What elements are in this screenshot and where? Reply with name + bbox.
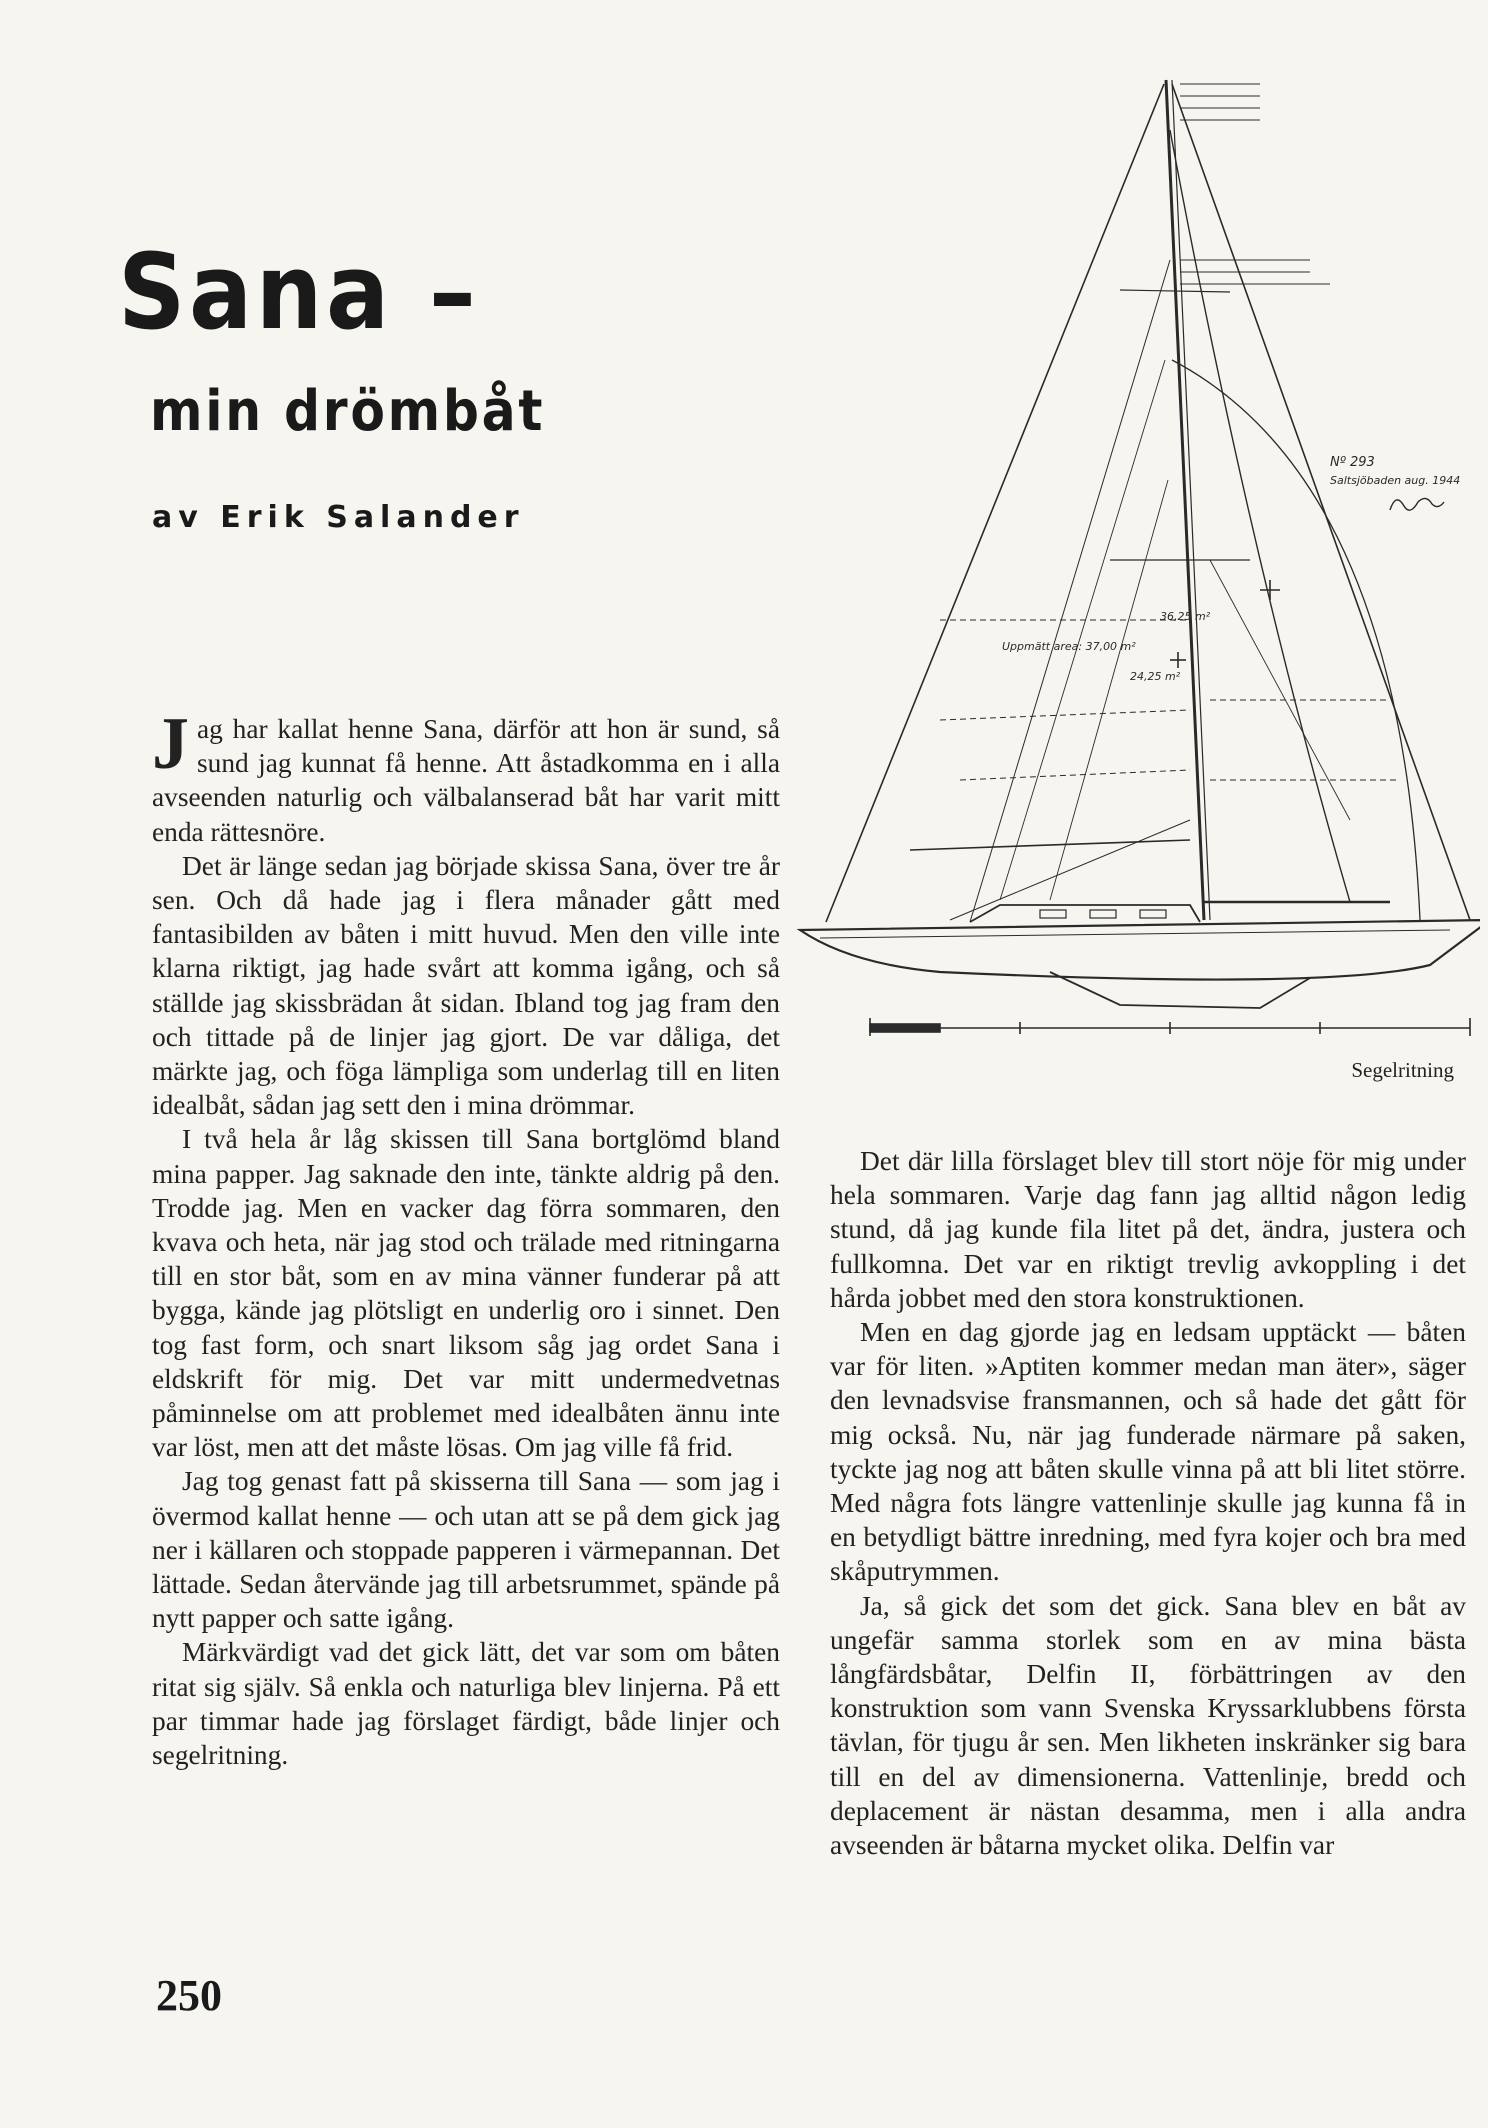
article-title: Sana – — [118, 231, 480, 353]
paragraph: Det där lilla förslaget blev till stort nöje för mig under hela sommaren. Varje dag fann jag alltid någon ledig stund, då jag kunde fila litet på det, ändra, justera och fullkomna. Det var en riktigt trevlig avkoppling i det hårda jobbet med den stora konstruktionen. — [830, 1146, 1466, 1313]
paragraph: Ja, så gick det som det gick. Sana blev en båt av ungefär samma storlek som en av mina bästa långfärdsbåtar, Delfin II, förbättringen av den konstruktion som vann Svenska Kryssarklubbens första tävlan, för tjugu år sen. Men likheten inskränker sig bara till en del av dimensionerna. Vattenlinje, bredd och deplacement är nästan desamma, men i alla andra avseenden är båtarna mycket olika. Delfin var — [830, 1590, 1466, 1861]
article-subtitle: min drömbåt — [150, 379, 546, 444]
dropcap: J — [152, 703, 189, 785]
left-text-column — [152, 703, 780, 1772]
page-number: 250 — [156, 1971, 222, 2020]
paragraph: Märkvärdigt vad det gick lätt, det var som om båten ritat sig själv. Så enkla och naturliga blev linjerna. På ett par timmar hade jag förslaget färdigt, både linjer och segelritning. — [152, 1637, 780, 1771]
paragraph: Det är länge sedan jag började skissa Sana, över tre år sen. Och då hade jag i flera månader gått med fantasibilden av båten i mitt huvud. Men den ville inte klarna riktigt, jag hade svårt att komma igång, och så ställde jag skissbrädan åt sidan. Ibland tog jag fram den och tittade på de linjer jag gjort. De var dåliga, det märkte jag, och föga lämpliga som underlag till en liten idealbåt, sådan jag sett den i mina drömmar. — [152, 850, 780, 1121]
sail-area-jib-label: 36,25 m² — [1160, 610, 1211, 623]
sail-plan-drawing — [790, 60, 1480, 1070]
design-date-label: Saltsjöbaden aug. 1944 — [1330, 474, 1461, 487]
sail-area-main-label: 24,25 m² — [1130, 670, 1181, 683]
paragraph: Men en dag gjorde jag en ledsam upptäckt — båten var för liten. »Aptiten kommer medan man äter», säger den levnadsvise fransmannen, och så hade det gått för mig också. Nu, när jag funderade närmare på saken, tyckte jag nog att båten skulle vinna på att bli litet större. Med några fots längre vattenlinje skulle jag kunna få in en betydligt bättre inredning, med fyra kojer och bra med skåputrymmen. — [830, 1317, 1466, 1587]
figure-caption: Segelritning — [1351, 1058, 1454, 1082]
sail-area-total-label: Uppmätt area: 37,00 m² — [1002, 640, 1136, 653]
article-byline: av Erik Salander — [152, 500, 525, 535]
paragraph: Jag tog genast fatt på skisserna till Sana — som jag i övermod kallat henne — och utan att se på dem gick jag ner i källaren och stoppade papperen i värmepannan. Det lättade. Sedan återvände jag till arbetsrummet, spände på nytt papper och satte igång. — [152, 1466, 780, 1634]
right-text-column — [830, 1144, 1466, 1862]
paragraph: Jag har kallat henne Sana, därför att hon är sund, så sund jag kunnat få henne. Att åstadkomma en i alla avseenden naturlig och välbalanserad båt har varit mitt enda rättesnöre. — [152, 703, 780, 847]
design-number-label: Nº 293 — [1330, 455, 1375, 470]
paragraph: I två hela år låg skissen till Sana bortglömd bland mina papper. Jag saknade den inte, tänkte aldrig på den. Trodde jag. Men en vacker dag förra sommaren, den kvava och heta, när jag stod och trälade med ritningarna till en stor båt, som en av mina vänner funderar på att bygga, kände jag plötsligt en underlig oro i sinnet. Den tog fast form, och snart liksom såg jag ordet Sana i eldskrift för mig. Det var mitt undermedvetnas påminnelse om att problemet med idealbåten ännu inte var löst, men att det måste lösas. Om jag ville få frid. — [152, 1124, 780, 1463]
sail-plan-figure — [790, 60, 1480, 1070]
